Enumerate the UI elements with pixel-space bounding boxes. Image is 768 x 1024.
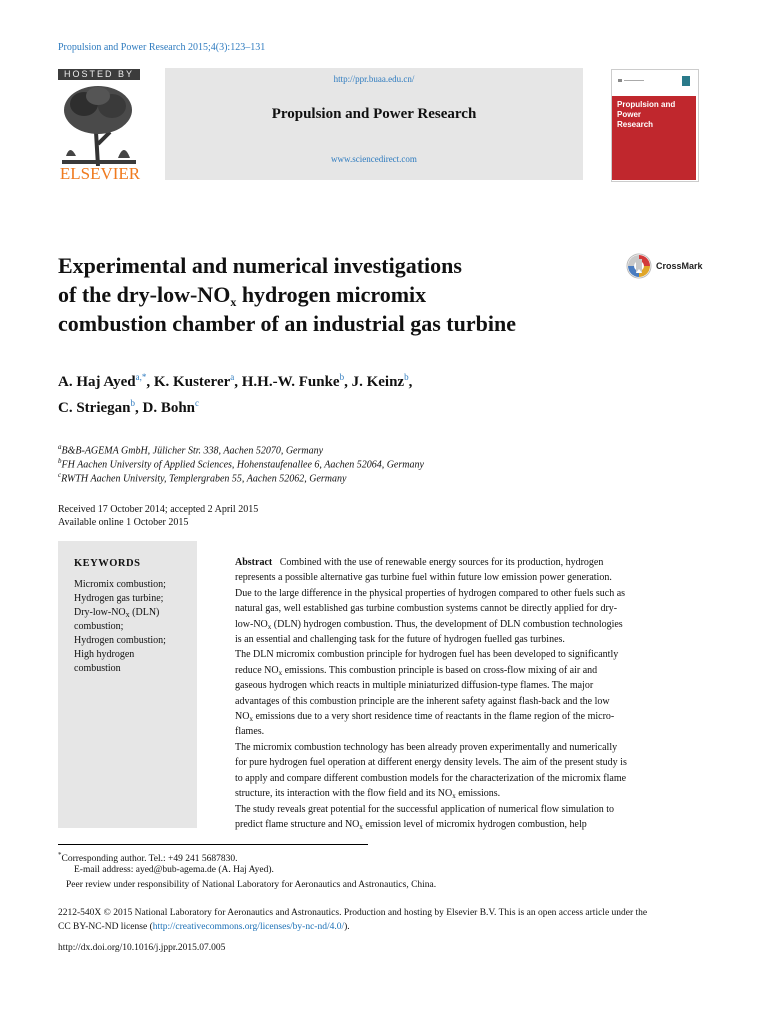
cover-title-line: Power [617, 110, 642, 119]
article-title [58, 251, 638, 338]
journal-url-link[interactable]: http://ppr.buaa.edu.cn/ [333, 74, 415, 84]
title-text: hydrogen micromix [236, 282, 427, 307]
keyword-item: combustion [74, 663, 121, 674]
author-affil-sup[interactable]: b [339, 372, 345, 382]
license-text: ). [344, 922, 350, 932]
abstract-line: The study reveals great potential for the successful application of numerical flow simulation to [235, 803, 615, 815]
keyword-subscript: x [125, 610, 130, 619]
copyright-line: 2212-540X © 2015 National Laboratory for Aeronautics and Astronautics. Production and hosting by Elsevier B.V. This is an open access article under the [58, 908, 648, 918]
author-affil-sup[interactable]: b [130, 398, 135, 408]
author-list [58, 367, 658, 419]
author-line-1: A. Haj Ayed$^{a,*}$, K. Kusterer$^a$, H.H.-W. Funke$^b$, J. Keinz$^b$, [58, 372, 413, 390]
abstract-line: Due to the large difference in the physical properties of hydrogen compared to other fuels such as [235, 587, 626, 599]
affiliation-text: RWTH Aachen University, Templergraben 55, Aachen 52062, Germany [61, 473, 347, 485]
abstract-line: advantages of this combustion principle are the inherent safety against flash-back and the low [235, 695, 610, 707]
crossmark-label[interactable]: CrossMark [656, 261, 703, 271]
author-name: H.H.-W. Funke [241, 374, 340, 390]
author-name: K. Kusterer [153, 374, 231, 390]
journal-reference[interactable]: Propulsion and Power Research 2015;4(3):123–131 [58, 42, 266, 53]
abstract-body [235, 555, 698, 832]
keywords-heading: KEYWORDS [74, 558, 141, 569]
received-date: Received 17 October 2014; accepted 2 April 2015 [58, 504, 259, 515]
elsevier-wordmark: ELSEVIER [59, 164, 141, 183]
affiliation-text: FH Aachen University of Applied Sciences, Hohenstaufenallee 6, Aachen 52064, Germany [61, 459, 424, 471]
abstract-text: predict flame structure and NO [235, 818, 360, 830]
affiliation-c [58, 468, 718, 486]
author-affil-sup[interactable]: a [230, 372, 235, 382]
abstract-subscript: x [452, 792, 456, 801]
abstract-text: structure, its interaction with the flow field and its NO [235, 788, 453, 800]
peer-review-note: Peer review under responsibility of National Laboratory for Aeronautics and Astronautics, China. [66, 880, 437, 890]
footnote-text: Corresponding author. Tel.: +49 241 5687830. [61, 854, 238, 865]
abstract-subscript: x [359, 822, 363, 831]
keyword-item: Micromix combustion; [74, 579, 166, 590]
abstract-line [235, 709, 698, 724]
keyword-text: (DLN) [129, 607, 160, 618]
abstract-line: The micromix combustion technology has been already proven experimentally and numerically [235, 741, 618, 753]
author-affil-sup[interactable]: c [195, 398, 200, 408]
doi-link[interactable]: http://dx.doi.org/10.1016/j.jppr.2015.07.005 [58, 943, 226, 953]
elsevier-tree-logo-icon [58, 82, 140, 166]
abstract-subscript: x [249, 715, 253, 724]
affiliation-sup: c [58, 471, 62, 479]
author-name: C. Striegan [58, 400, 131, 416]
abstract-subscript: x [267, 622, 272, 631]
title-subscript: x [230, 295, 237, 309]
abstract-text: low-NO [235, 618, 268, 630]
abstract-text: emissions. This combustion principle is based on cross-flow mixing of air and [282, 664, 598, 676]
abstract-line: The DLN micromix combustion principle for hydrogen fuel has been developed to significantly [235, 649, 619, 661]
license-text: CC BY-NC-ND license ( [58, 922, 153, 932]
affiliation-sup: a [58, 443, 62, 451]
abstract-line: gaseous hydrogen which reacts in multiple miniaturized diffusion-type flames. The major [235, 680, 594, 692]
abstract-text: reduce NO [235, 664, 279, 676]
abstract-line [235, 663, 698, 678]
author-line-2: C. Striegan$^b$, D. Bohn$^c$ [58, 398, 200, 416]
author-affil-sup[interactable]: b [404, 372, 409, 382]
author-name: D. Bohn [142, 400, 196, 416]
abstract-text: emission level of micromix hydrogen combustion, help [362, 818, 587, 830]
title-line-2 [58, 280, 638, 309]
abstract-label: Abstract [235, 557, 273, 568]
abstract-text: Combined with the use of renewable energy sources for its production, hydrogen [279, 557, 604, 568]
abstract-line: to apply and compare different combustion models for the characterization of the micromix flame [235, 772, 627, 784]
title-text: of the dry-low-NO [58, 282, 231, 307]
abstract-line [235, 555, 698, 570]
journal-title: Propulsion and Power Research [271, 106, 477, 122]
title-line-3: combustion chamber of an industrial gas turbine [58, 311, 516, 336]
author-affil-sup[interactable]: a,* [135, 372, 147, 382]
abstract-line: natural gas, well established gas turbine combustion systems cannot be directly applied for dry- [235, 603, 618, 615]
keyword-item: combustion; [74, 621, 124, 632]
abstract-text: emissions due to a very short residence time of reactants in the flame region of the micro- [252, 711, 615, 723]
abstract-line [235, 786, 698, 801]
abstract-line: is an essential and challenging task for the future of hydrogen fuelled gas turbines. [235, 634, 565, 646]
footnote-sup: * [58, 851, 62, 859]
hosted-by-label: HOSTED BY [58, 69, 140, 80]
author-name: J. Keinz [351, 374, 405, 390]
footnote-divider [58, 844, 368, 845]
abstract-line: for pure hydrogen fuel operation at different energy density levels. The aim of the present study is [235, 757, 627, 769]
copyright-notice [58, 906, 713, 934]
abstract-line: represents a possible alternative gas turbine fuel within future low emission power generation. [235, 572, 612, 584]
email-note[interactable]: E-mail address: ayed@bub-agema.de (A. Haj Ayed). [74, 865, 274, 875]
author-name: A. Haj Ayed [58, 374, 136, 390]
abstract-subscript: x [278, 668, 283, 677]
affiliation-text: B&B-AGEMA GmbH, Jülicher Str. 338, Aachen 52070, Germany [61, 445, 324, 457]
abstract-text: (DLN) hydrogen combustion. Thus, the development of DLN combustion technologies [271, 618, 623, 630]
cover-title [617, 100, 693, 130]
keyword-item: High hydrogen [74, 649, 135, 660]
sciencedirect-link[interactable]: www.sciencedirect.com [331, 154, 417, 164]
license-link[interactable]: http://creativecommons.org/licenses/by-nc-nd/4.0/ [152, 922, 345, 932]
abstract-line [235, 617, 698, 632]
abstract-line: flames. [235, 726, 265, 738]
title-line-1: Experimental and numerical investigations [58, 253, 462, 278]
keyword-item: Hydrogen gas turbine; [74, 593, 164, 604]
cover-title-line: Research [617, 120, 654, 129]
abstract-line [235, 817, 698, 832]
keyword-item: Hydrogen combustion; [74, 635, 166, 646]
abstract-text: NO [235, 711, 250, 723]
cover-title-line: Propulsion and [617, 100, 676, 109]
license-line [58, 920, 713, 934]
keyword-item [74, 606, 194, 619]
abstract-text: emissions. [455, 788, 501, 800]
available-date: Available online 1 October 2015 [58, 517, 189, 528]
affiliation-sup: b [58, 457, 62, 465]
keyword-text: Dry-low-NO [74, 607, 126, 618]
cover-header-graphic-icon [616, 73, 692, 93]
